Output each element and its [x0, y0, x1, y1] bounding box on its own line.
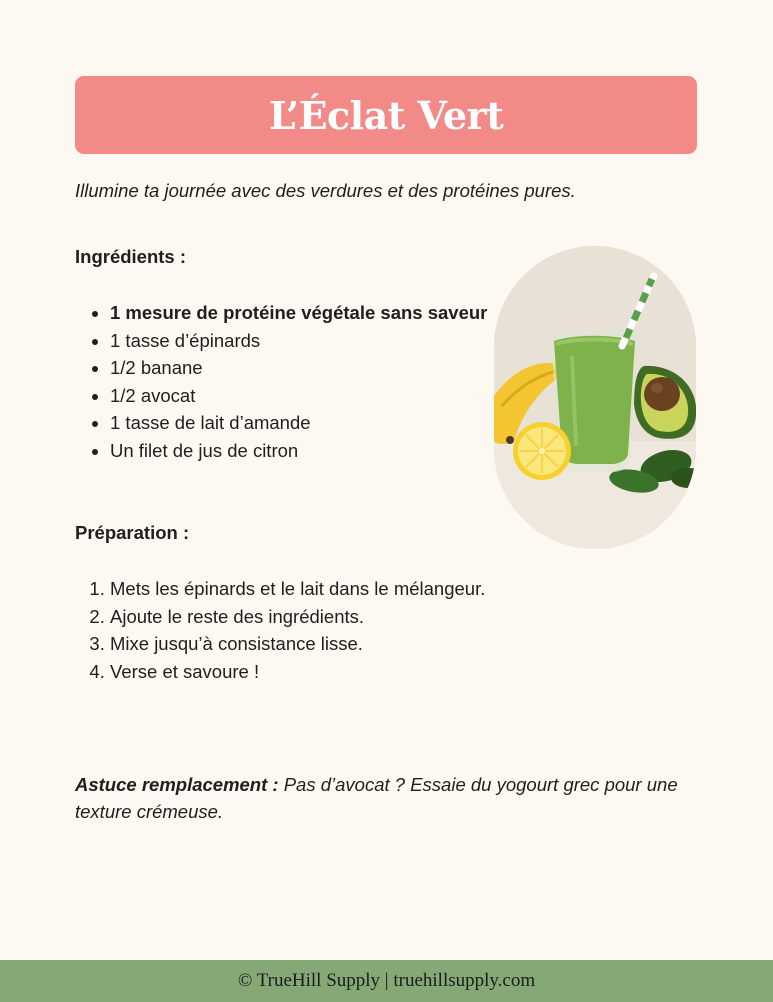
recipe-intro: Illumine ta journée avec des verdures et des protéines pures. [75, 180, 576, 201]
tip-label: Astuce remplacement : [75, 774, 279, 795]
ingredient-item: • 1/2 banane [110, 354, 487, 382]
ingredient-item: • 1/2 avocat [110, 382, 487, 410]
footer-text: © TrueHill Supply | truehillsupply.com [237, 970, 536, 991]
footer [0, 960, 773, 1002]
ingredient-item: • 1 mesure de protéine végétale sans saveur [110, 299, 487, 327]
tip-text: Pas d’avocat ? Essaie du yogourt grec pour une texture crémeuse. [75, 774, 678, 822]
green-smoothie-photo-icon [494, 246, 696, 549]
ingredient-item: • 1 tasse de lait d’amande [110, 409, 487, 437]
ingredient-item: • Un filet de jus de citron [110, 437, 487, 465]
recipe-title: L’Éclat Vert [268, 92, 504, 138]
preparation-step: 3. Mixe jusqu’à consistance lisse. [110, 630, 485, 658]
preparation-step: 1. Mets les épinards et le lait dans le mélangeur. [110, 575, 485, 603]
preparation-step: 4. Verse et savoure ! [110, 658, 485, 686]
title-banner [75, 76, 697, 154]
preparation-steps [80, 575, 485, 685]
substitution-tip [75, 771, 695, 825]
ingredients-heading: Ingrédients : [75, 246, 187, 267]
ingredients-list [89, 299, 487, 465]
preparation-heading: Préparation : [75, 522, 190, 543]
ingredient-item: • 1 tasse d’épinards [110, 327, 487, 355]
preparation-step: 2. Ajoute le reste des ingrédients. [110, 603, 485, 631]
smoothie-photo [494, 246, 696, 549]
